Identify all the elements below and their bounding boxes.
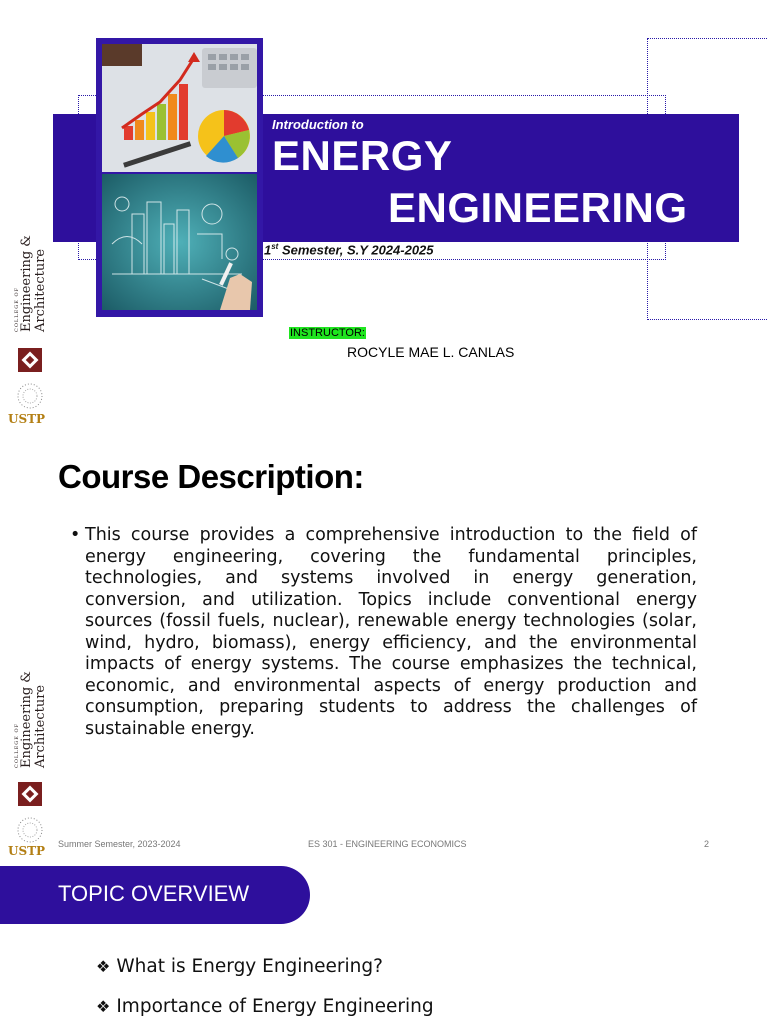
ustp-seal-icon [16, 382, 44, 410]
topic-item-label: What is Energy Engineering? [116, 956, 383, 977]
ustp-wordmark: USTP [8, 412, 46, 426]
college-caption: COLLEGE OF [14, 286, 20, 332]
course-description [70, 525, 697, 740]
college-name [14, 235, 48, 332]
college-name-line-2: Architecture [33, 248, 48, 332]
instructor-name: ROCYLE MAE L. CANLAS [347, 344, 515, 360]
topic-item [96, 996, 434, 1017]
college-caption: COLLEGE OF [14, 722, 20, 768]
footer-semester: Summer Semester, 2023-2024 [58, 839, 181, 849]
diamond-bullet-icon: ❖ [96, 957, 111, 976]
title-kicker: Introduction to [272, 117, 364, 132]
bullet-icon: • [70, 525, 81, 545]
city-sketch-image [102, 174, 257, 310]
college-name [14, 671, 48, 768]
instructor-label: INSTRUCTOR: [290, 327, 365, 339]
college-seal-icon [16, 780, 44, 808]
diamond-bullet-icon: ❖ [96, 997, 111, 1016]
title-line-2: ENGINEERING [388, 184, 688, 231]
college-name-line-1: Engineering & [19, 671, 34, 768]
college-logo [4, 235, 48, 440]
title-line-1: ENERGY [272, 132, 453, 179]
topic-item-label: Importance of Energy Engineering [116, 996, 434, 1017]
ustp-seal-icon [16, 816, 44, 844]
course-description-text: This course provides a comprehensive introduction to the field of energy engineering, covering the fundamental principles, technologies, and systems involved in energy generation, conversion, and utilization. Topics include conventional energy sources (fossil fuels, nuclear), renewable energy technologies (solar, wind, hydro, biomass), energy efficiency, and the environmental impacts of energy systems. The course emphasizes the technical, economic, and environmental aspects of energy production and consumption, preparing students to address the challenges of sustainable energy. [85, 525, 697, 739]
footer-page-number: 2 [704, 839, 710, 849]
college-logo [4, 671, 48, 864]
college-seal-icon [16, 346, 44, 374]
course-description-heading: Course Description: [58, 458, 364, 495]
semester-line: 1st Semester, S.Y 2024-2025 [264, 242, 434, 258]
topic-overview-title: TOPIC OVERVIEW [58, 881, 250, 906]
footer-course-code: ES 301 - ENGINEERING ECONOMICS [308, 839, 467, 849]
ustp-wordmark: USTP [8, 844, 46, 858]
business-charts-image [102, 44, 257, 172]
college-name-line-2: Architecture [33, 684, 48, 768]
topic-item [96, 956, 383, 977]
college-name-line-1: Engineering & [19, 235, 34, 332]
